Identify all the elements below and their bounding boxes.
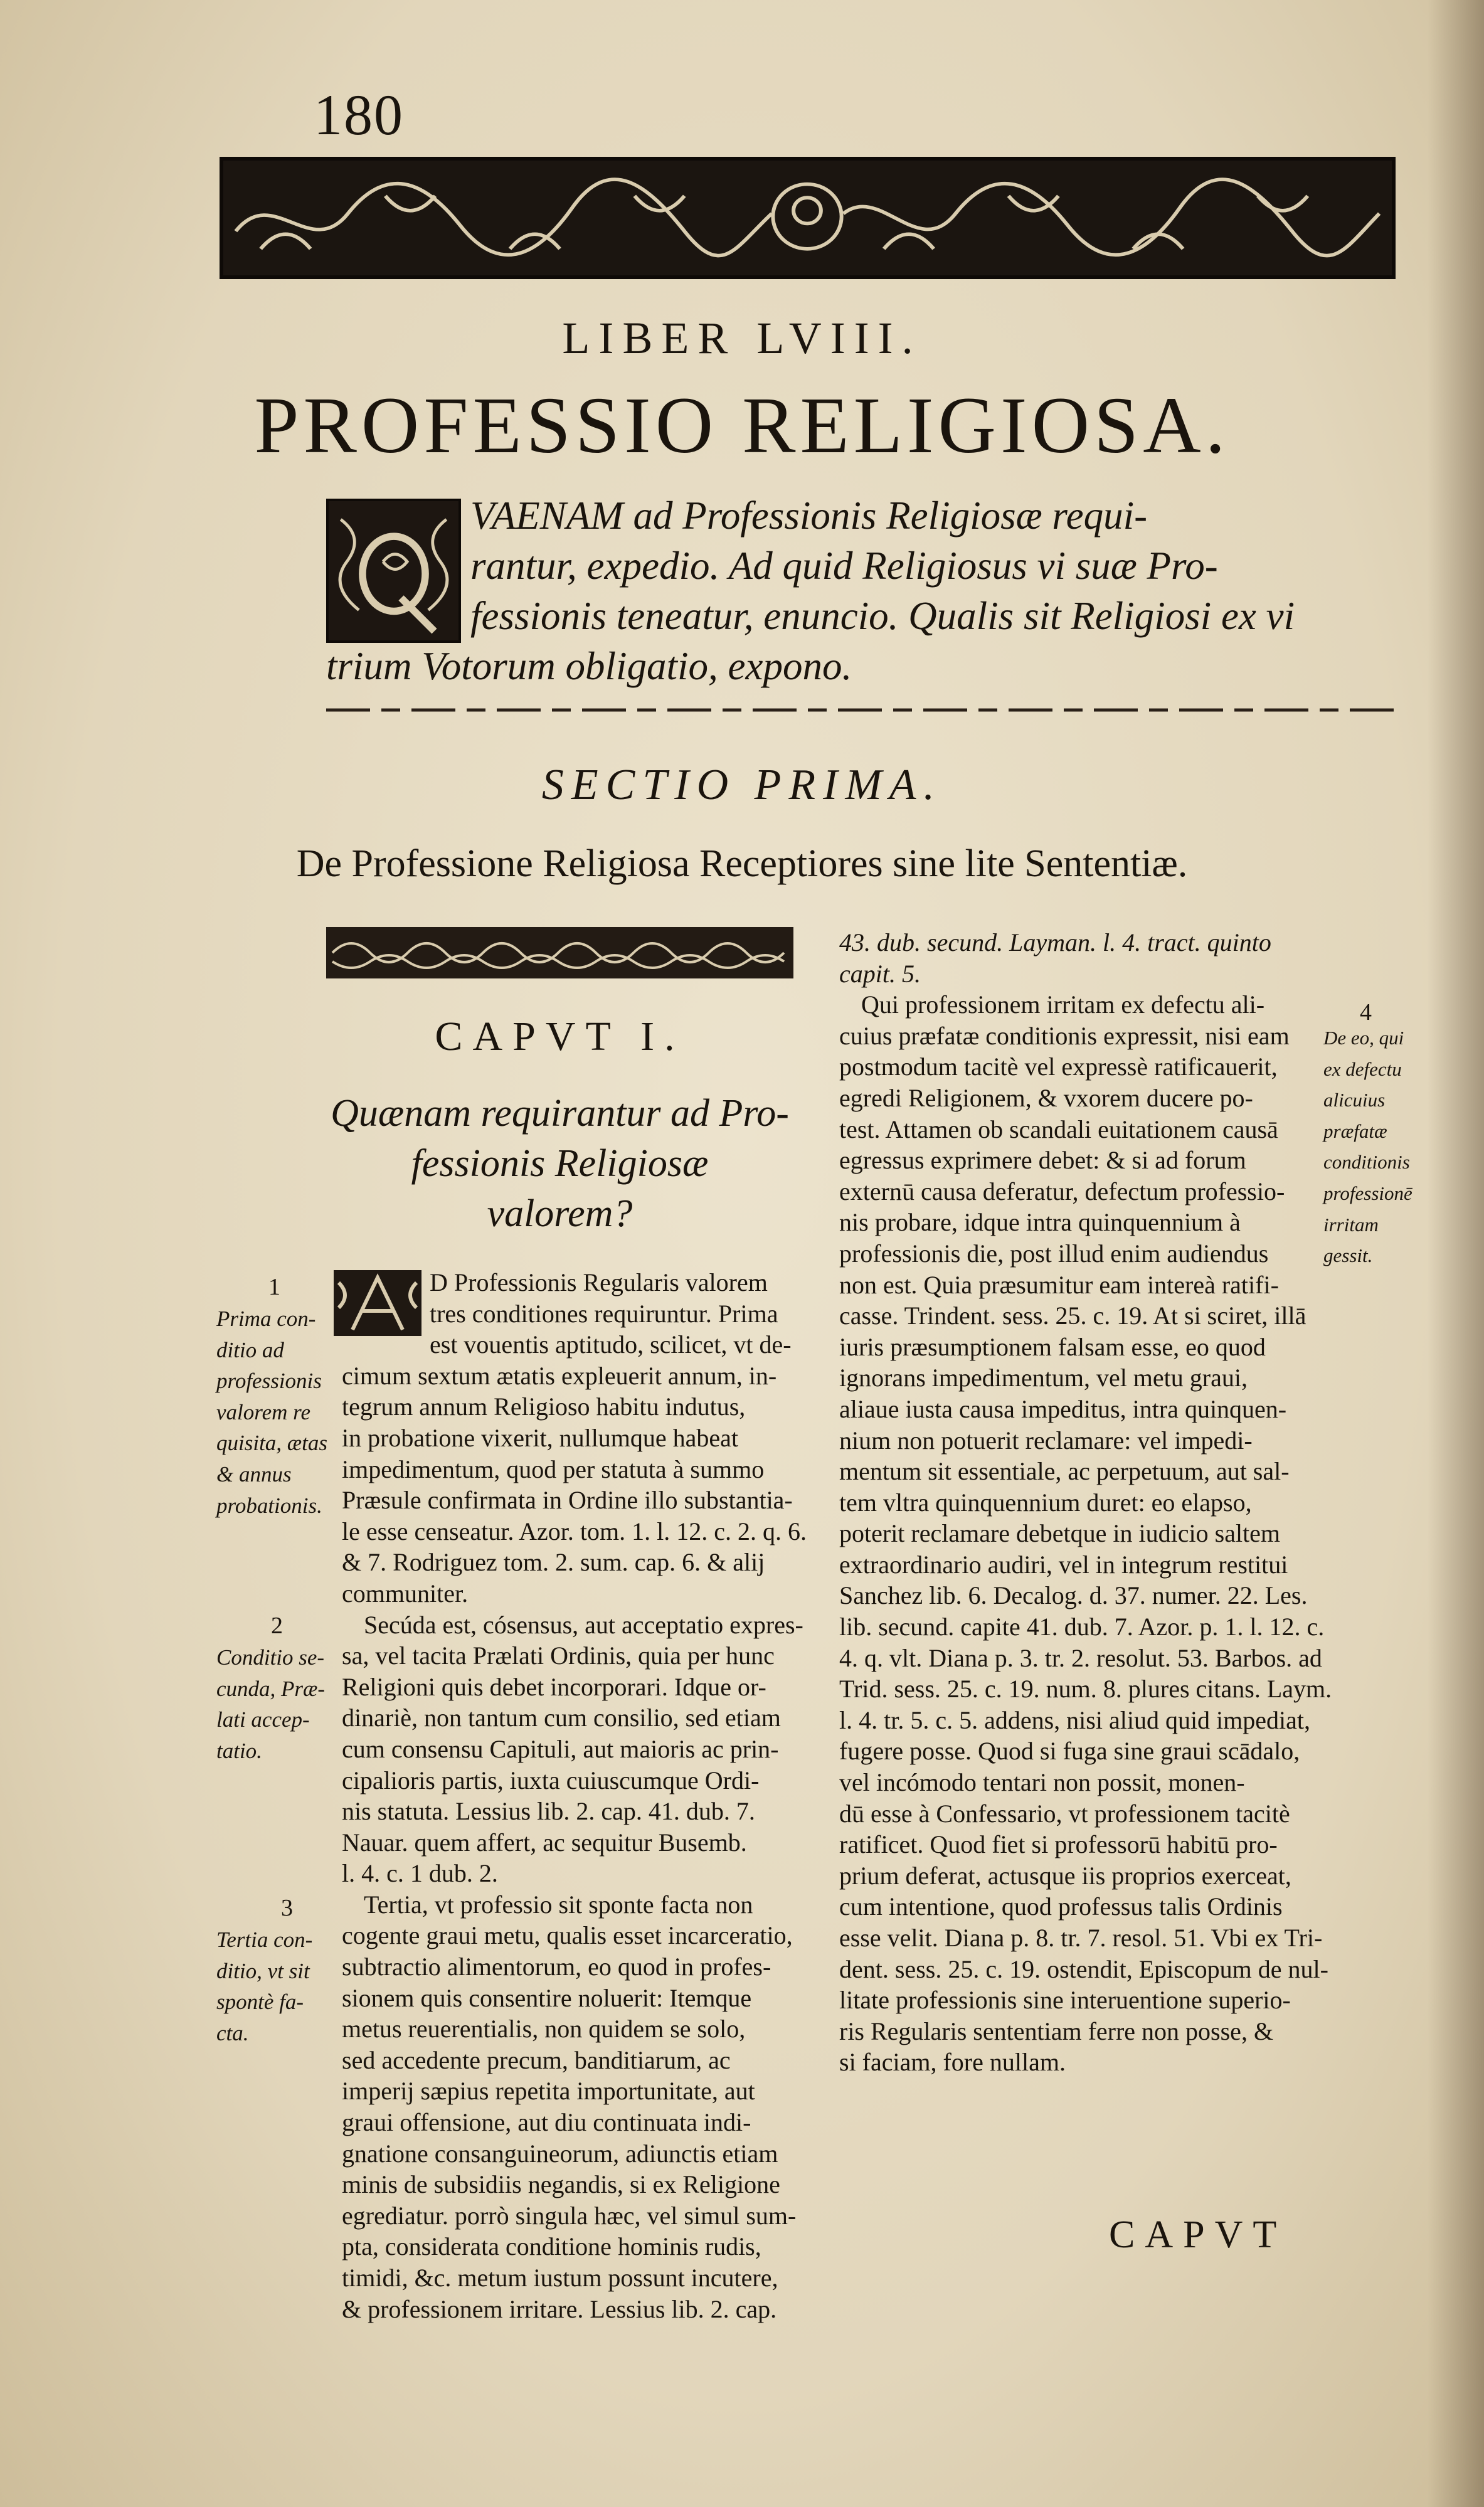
text-line: egredi Religionem, & vxorem ducere po- <box>839 1083 1253 1112</box>
intro-line: rantur, expedio. Ad quid Religiosus vi suæ Pro- <box>470 544 1218 588</box>
page-number: 180 <box>314 83 404 147</box>
margin-note <box>216 1642 325 1766</box>
text-line: ris Regularis sententiam ferre non posse, & <box>839 2017 1274 2045</box>
text-line: cogente graui metu, qualis esset incarceratio, <box>342 1921 793 1950</box>
margin-note-line: & annus <box>216 1461 292 1487</box>
text-line: tres conditiones requiruntur. Prima <box>430 1299 778 1328</box>
text-line: Trid. sess. 25. c. 19. num. 8. plures citans. Laym. <box>839 1675 1332 1704</box>
text-line: le esse censeatur. Azor. tom. 1. l. 12. c. 2. q. 6. <box>342 1517 807 1545</box>
margin-note-line: professionē <box>1323 1182 1412 1204</box>
section-subtitle: De Professione Religiosa Receptiores sine lite Sententiæ. <box>296 842 1188 885</box>
text-line: vel incómodo tentari non possit, monen- <box>839 1768 1245 1797</box>
text-line: poterit reclamare debetque in iudicio saltem <box>839 1519 1281 1548</box>
text-line: cum consensu Capituli, aut maioris ac prin- <box>342 1734 779 1763</box>
right-column-text <box>839 927 1335 2078</box>
decorative-headband <box>220 157 1396 279</box>
margin-note-line: gessit. <box>1323 1244 1373 1267</box>
chapter-heading: CAPVT I. <box>435 1014 685 1059</box>
margin-note-line: lati accep- <box>216 1707 310 1732</box>
text-line: non est. Quia præsumitur eam intereà ratifi- <box>839 1270 1279 1299</box>
chapter-title-line: Quænam requirantur ad Pro- <box>331 1092 789 1135</box>
text-line: cimum sextum ætatis expleuerit annum, in- <box>342 1361 777 1390</box>
text-line: iuris præsumptionem falsam esse, eo quod <box>839 1332 1266 1361</box>
margin-note-line: ditio, vt sit <box>216 1958 310 1983</box>
margin-note-line: cunda, Præ- <box>216 1676 326 1701</box>
margin-note-line: Conditio se- <box>216 1645 325 1670</box>
margin-note-line: irritam <box>1323 1213 1379 1236</box>
text-line: externū causa deferatur, defectum professio- <box>839 1177 1285 1206</box>
margin-note-line: ex defectu <box>1323 1057 1402 1080</box>
margin-note-line: De eo, qui <box>1323 1027 1404 1049</box>
text-line: minis de subsidiis negandis, si ex Religione <box>342 2170 780 2199</box>
text-line: postmodum tacitè vel expressè ratificauerit, <box>839 1052 1278 1081</box>
text-line: & 7. Rodriguez tom. 2. sum. cap. 6. & alij <box>342 1548 765 1577</box>
margin-note-line: conditionis <box>1323 1151 1410 1174</box>
text-line: timidi, &c. metum iustum possunt incutere, <box>342 2264 778 2292</box>
text-line: Religioni quis debet incorporari. Idque or- <box>342 1672 766 1701</box>
margin-note-line: valorem re <box>216 1399 310 1424</box>
margin-note-line: ditio ad <box>216 1337 284 1362</box>
margin-note-line: spontè fa- <box>216 1990 304 2015</box>
text-line: 43. dub. secund. Layman. l. 4. tract. quinto <box>839 928 1271 957</box>
text-line: aliaue iusta causa impeditus, intra quinquen- <box>839 1394 1287 1423</box>
text-line: gnatione consanguineorum, adiunctis etiam <box>342 2139 778 2168</box>
text-line: tegrum annum Religioso habitu indutus, <box>342 1392 746 1421</box>
book-title: PROFESSIO RELIGIOSA. <box>254 381 1230 470</box>
text-line: D Professionis Regularis valorem <box>430 1268 768 1296</box>
text-line: est vouentis aptitudo, scilicet, vt de- <box>430 1330 792 1359</box>
margin-note <box>216 1924 312 2049</box>
text-line: dū esse à Confessario, vt professionem tacitè <box>839 1799 1290 1828</box>
text-line: l. 4. tr. 5. c. 5. addens, nisi aliud quid impediat, <box>839 1705 1311 1734</box>
text-line: sed accedente precum, banditiarum, ac <box>342 2045 731 2074</box>
text-line: 4. q. vlt. Diana p. 3. tr. 2. resolut. 53. Barbos. ad <box>839 1643 1322 1672</box>
text-line: professionis die, post illud enim audiendus <box>839 1239 1269 1268</box>
chapter-title-line: valorem? <box>487 1192 633 1235</box>
text-line: l. 4. c. 1 dub. 2. <box>342 1859 498 1888</box>
margin-number: 4 <box>1360 999 1372 1026</box>
margin-note-line: cta. <box>216 2020 249 2045</box>
intro-line: VAENAM ad Professionis Religiosæ requi- <box>470 494 1148 538</box>
section-heading: SECTIO PRIMA. <box>541 761 943 809</box>
text-line: Qui professionem irritam ex defectu ali- <box>861 990 1265 1019</box>
text-line: graui offensione, aut diu continuata indi- <box>342 2108 751 2137</box>
text-line: tem vltra quinquennium duret: eo elapso, <box>839 1488 1252 1517</box>
text-line: prium deferat, actusque iis proprios exerceat, <box>839 1861 1291 1890</box>
text-line: impedimentum, quod per statuta à summo <box>342 1455 765 1483</box>
text-line: egrediatur. porrò singula hæc, vel simul sum- <box>342 2201 797 2230</box>
text-line: ignorans impedimentum, vel metu graui, <box>839 1364 1248 1392</box>
text-line: egressus exprimere debet: & si ad forum <box>839 1146 1246 1175</box>
text-line: metus reuerentialis, non quidem se solo, <box>342 2015 746 2043</box>
text-line: esse velit. Diana p. 8. tr. 7. resol. 51. Vbi ex Tri- <box>839 1924 1323 1952</box>
left-column-text <box>342 1267 819 2324</box>
margin-number: 3 <box>281 1895 293 1921</box>
dashed-rule <box>326 706 1399 714</box>
text-line: Nauar. quem affert, ac sequitur Busemb. <box>342 1828 747 1857</box>
text-line: Tertia, vt professio sit sponte facta non <box>364 1890 753 1919</box>
intro-summary <box>326 490 1323 691</box>
catchword: CAPVT <box>1109 2213 1287 2256</box>
margin-note-line: Tertia con- <box>216 1927 313 1952</box>
text-line: cipalioris partis, iuxta cuiuscumque Ordi- <box>342 1766 760 1794</box>
intro-line: trium Votorum obligatio, expono. <box>326 644 852 688</box>
margin-number: 1 <box>268 1274 280 1300</box>
text-line: subtractio alimentorum, eo quod in profes- <box>342 1953 771 1981</box>
margin-note-line: alicuius <box>1323 1089 1386 1111</box>
chapter-title-line: fessionis Religiosæ <box>411 1142 709 1185</box>
text-line: Sanchez lib. 6. Decalog. d. 37. numer. 22. Les. <box>839 1581 1308 1610</box>
text-line: nis probare, idque intra quinquennium à <box>839 1208 1241 1237</box>
margin-note-line: probationis. <box>216 1493 322 1518</box>
text-line: litate professionis sine interuentione superio- <box>839 1986 1291 2015</box>
margin-note-line: tatio. <box>216 1738 262 1763</box>
margin-number: 2 <box>271 1613 283 1639</box>
text-line: si faciam, fore nullam. <box>839 2048 1066 2077</box>
text-line: nis statuta. Lessius lib. 2. cap. 41. dub. 7. <box>342 1797 755 1826</box>
text-line: sa, vel tacita Prælati Ordinis, quia per hunc <box>342 1641 775 1670</box>
page-gutter-shadow <box>1428 0 1484 2507</box>
text-line: Secúda est, cósensus, aut acceptatio expres- <box>364 1610 803 1639</box>
text-line: cuius præfatæ conditionis expressit, nisi eam <box>839 1021 1290 1050</box>
text-line: cum intentione, quod professus talis Ordinis <box>839 1892 1283 1921</box>
text-line: dinariè, non tantum cum consilio, sed etiam <box>342 1704 781 1732</box>
text-line: test. Attamen ob scandali euitationem causā <box>839 1115 1278 1143</box>
margin-note-line: præfatæ <box>1323 1120 1387 1142</box>
margin-note <box>216 1303 327 1521</box>
chapter-ornament <box>326 927 793 978</box>
text-line: nium non potuerit reclamare: vel impedi- <box>839 1426 1253 1455</box>
text-line: mentum sit essentiale, ac perpetuum, aut sal- <box>839 1457 1290 1486</box>
text-line: ratificet. Quod fiet si professorū habitū pro- <box>839 1830 1278 1859</box>
text-line: sionem quis consentire noluerit: Itemque <box>342 1983 752 2012</box>
text-line: in probatione vixerit, nullumque habeat <box>342 1423 739 1452</box>
book-number-heading: LIBER LVIII. <box>562 313 922 363</box>
text-line: imperij sæpius repetita importunitate, aut <box>342 2077 755 2106</box>
margin-note-line: Prima con- <box>216 1307 316 1331</box>
intro-line: fessionis teneatur, enuncio. Qualis sit Religiosi ex vi <box>470 594 1295 638</box>
text-line: lib. secund. capite 41. dub. 7. Azor. p. 1. l. 12. c. <box>839 1613 1325 1641</box>
text-line: pta, considerata conditione hominis rudis, <box>342 2232 761 2261</box>
text-line: fugere posse. Quod si fuga sine graui scādalo, <box>839 1737 1300 1766</box>
text-line: casse. Trindent. sess. 25. c. 19. At si sciret, illā <box>839 1301 1306 1330</box>
text-line: Præsule confirmata in Ordine illo substantia- <box>342 1486 793 1515</box>
margin-note <box>1323 1022 1412 1271</box>
text-line: communiter. <box>342 1579 469 1608</box>
text-line: extraordinario audiri, vel in integrum restitui <box>839 1550 1288 1579</box>
margin-note-line: quisita, ætas <box>216 1431 327 1456</box>
margin-note-line: professionis <box>216 1369 322 1394</box>
text-line: dent. sess. 25. c. 19. ostendit, Episcopum de nul- <box>839 1954 1328 1983</box>
text-line: capit. 5. <box>839 959 921 988</box>
chapter-title <box>326 1088 793 1239</box>
text-line: & professionem irritare. Lessius lib. 2. cap. <box>342 2294 777 2323</box>
